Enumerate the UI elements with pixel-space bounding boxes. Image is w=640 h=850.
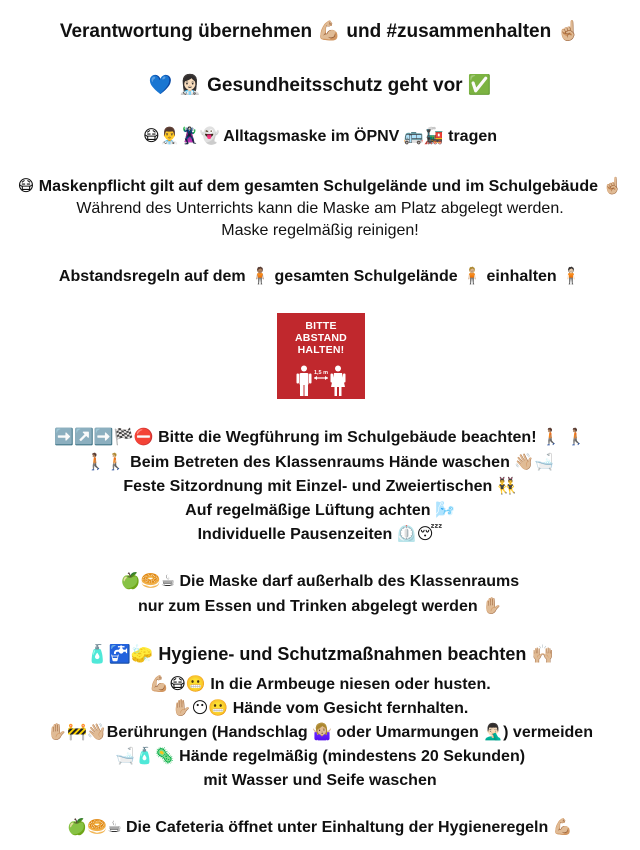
two-persons-distance-icon xyxy=(277,365,365,399)
arrows-flag-stop-icon: ➡️↗️➡️🏁⛔ xyxy=(54,427,154,446)
hygiene-heading-text: Hygiene- und Schutzmaßnahmen beachten xyxy=(158,644,527,664)
keep-distance-sign xyxy=(277,313,365,399)
walking-persons-icon: 🚶🏽🚶🏼 xyxy=(85,452,126,471)
water-soap-text: mit Wasser und Seife waschen xyxy=(203,772,437,789)
mask-face-icon: 😷 xyxy=(17,176,35,195)
sneeze-text: In die Armbeuge niesen oder husten. xyxy=(210,676,491,693)
break-times-text: Individuelle Pausenzeiten xyxy=(197,526,393,543)
hand-wash-text: Beim Betreten des Klassenraums Hände waschen xyxy=(130,454,510,471)
distance-rules-text: Abstandsregeln auf dem xyxy=(58,268,246,285)
index-pointing-up-icon: ☝🏼 xyxy=(556,20,581,42)
hand-faces-icon: ✋🏼😶😬 xyxy=(171,698,229,717)
standing-person-icon: 🧍🏻 xyxy=(561,266,582,285)
standing-person-icon: 🧍🏼 xyxy=(462,266,482,285)
health-protection-line xyxy=(0,73,640,97)
distance-rules-line xyxy=(0,266,640,286)
mask-lesson-text: Während des Unterrichts kann die Maske am Platz abgelegt werden. xyxy=(76,200,564,217)
bathtub-lotion-microbe-icon: 🛁🧴🦠 xyxy=(114,746,175,765)
cafeteria-line xyxy=(0,817,640,837)
sign-line-3: HALTEN! xyxy=(297,344,345,356)
distance-rules-text-2: gesamten Schulgelände xyxy=(274,268,458,285)
mask-clean-text: Maske regelmäßig reinigen! xyxy=(221,222,419,239)
wind-icon: 🌬️ xyxy=(434,500,455,519)
cafeteria-text: Die Cafeteria öffnet unter Einhaltung der Hygieneregeln xyxy=(125,819,549,836)
contact-text-2: oder Umarmungen xyxy=(336,724,479,741)
biceps-mask-grimace-icon: 💪🏼😷😬 xyxy=(149,674,206,693)
hand-barrier-wave-icon: ✋🏼🚧👋🏼 xyxy=(47,722,107,741)
mask-clean-line xyxy=(0,222,640,240)
sneeze-line xyxy=(0,674,640,694)
mask-eating-line xyxy=(0,596,640,616)
seating-text: Feste Sitzordnung mit Einzel- und Zweiertischen xyxy=(123,478,493,495)
timer-sleepy-icon: ⏲️😴 xyxy=(396,524,443,543)
distance-rules-text-3: einhalten xyxy=(486,268,557,285)
index-pointing-up-icon: ☝🏼 xyxy=(602,176,623,195)
shrugging-woman-icon: 🤷🏼‍♀️ xyxy=(312,722,333,741)
water-soap-line xyxy=(0,772,640,790)
contact-text: Berührungen (Handschlag xyxy=(106,724,308,741)
sign-line-1: BITTE xyxy=(305,320,337,332)
check-mark-icon: ✅ xyxy=(467,74,492,96)
seating-line xyxy=(0,476,640,496)
bus-train-icon: 🚌🚂 xyxy=(403,126,444,145)
ventilation-line xyxy=(0,500,640,520)
contact-text-3: ) vermeiden xyxy=(503,724,593,741)
ventilation-text: Auf regelmäßige Lüftung achten xyxy=(185,502,431,519)
health-protection-text: Gesundheitsschutz geht vor xyxy=(207,75,463,96)
flexed-biceps-icon: 💪🏼 xyxy=(317,20,342,42)
apple-bagel-coffee-icon: 🍏🥯☕ xyxy=(120,571,176,590)
route-line xyxy=(0,427,640,447)
contact-line xyxy=(0,722,640,742)
mask-obligation-line xyxy=(0,176,640,196)
mask-eating-text: nur zum Essen und Trinken abgelegt werden xyxy=(138,598,478,615)
walking-person-icon: 🚶🏽 🚶🏽 xyxy=(540,427,586,446)
hand-bathtub-icon: 👋🏼🛁 xyxy=(514,452,555,471)
headline-text: Verantwortung übernehmen xyxy=(59,21,313,42)
hygiene-heading xyxy=(0,644,640,665)
hand-wash-line xyxy=(0,452,640,472)
face-touch-line xyxy=(0,698,640,718)
mask-outside-line xyxy=(0,571,640,591)
mask-transit-text: Alltagsmaske im ÖPNV xyxy=(223,128,400,145)
mask-lesson-line xyxy=(0,200,640,218)
flexed-biceps-icon: 💪🏼 xyxy=(552,817,573,836)
mask-transit-line xyxy=(0,126,640,146)
route-text: Bitte die Wegführung im Schulgebäude beachten! xyxy=(158,429,537,446)
mask-faces-icon: 😷👨‍⚕️🦹‍♀️👻 xyxy=(142,126,220,145)
facepalm-man-icon: 🤦🏻‍♂️ xyxy=(483,722,504,741)
blue-heart-doctor-icon: 💙 👩🏻‍⚕️ xyxy=(148,74,202,96)
distance-label: 1,5 m xyxy=(313,370,329,376)
break-times-line xyxy=(0,524,640,544)
headline xyxy=(0,19,640,43)
mask-transit-text-2: tragen xyxy=(448,128,498,145)
sign-line-2: ABSTAND xyxy=(295,332,347,344)
wash-hands-line xyxy=(0,746,640,766)
headline-text-2: und #zusammenhalten xyxy=(346,21,552,42)
mask-outside-text: Die Maske darf außerhalb des Klassenraums xyxy=(179,573,520,590)
raised-hand-icon: ✋🏼 xyxy=(482,596,502,615)
raising-hands-icon: 🙌🏼 xyxy=(531,644,554,665)
apple-bagel-coffee-icon: 🍏🥯☕ xyxy=(67,817,122,836)
standing-person-icon: 🧍🏽 xyxy=(250,266,270,285)
wash-hands-text: Hände regelmäßig (mindestens 20 Sekunden) xyxy=(179,748,526,765)
face-touch-text: Hände vom Gesicht fernhalten. xyxy=(232,700,469,717)
pair-icon: 👯‍♂️ xyxy=(496,476,517,495)
mask-obligation-text: Maskenpflicht gilt auf dem gesamten Schulgelände und im Schulgebäude xyxy=(38,178,598,195)
soap-tap-sponge-icon: 🧴🚰🧽 xyxy=(86,644,154,665)
